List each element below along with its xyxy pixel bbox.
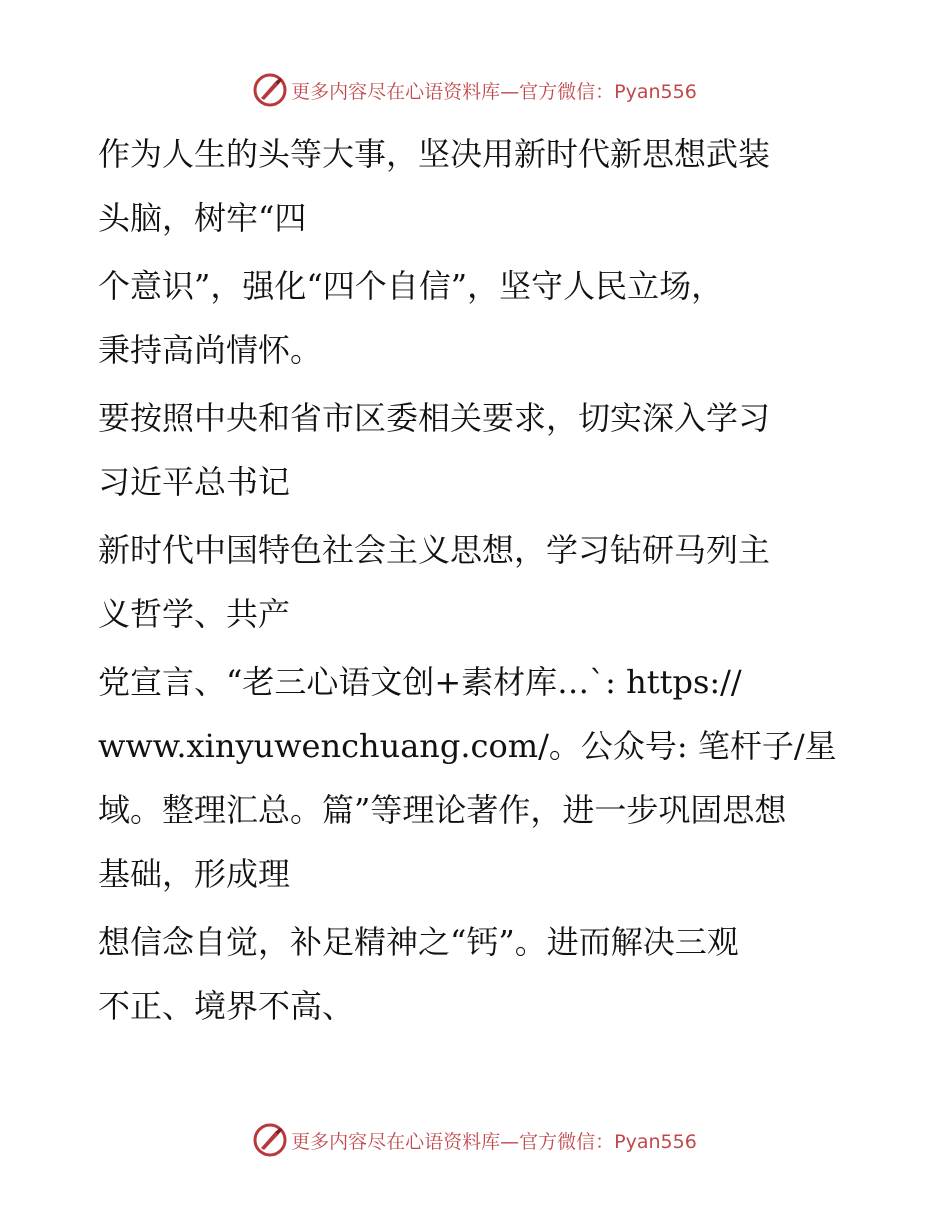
paragraph [98,518,858,646]
text-line: 新时代中国特色社会主义思想，学习钻研马列主 [98,531,771,569]
quill-logo-icon [253,73,287,107]
paragraph [98,650,858,906]
text-line: 作为人生的头等大事，坚决用新时代新思想武装 [98,135,771,173]
text-line: 基础，形成理 [98,855,291,893]
text-line: www.xinyuwenchuang.com/。公众号: 笔杆子/星 [98,727,837,765]
text-line: 头脑，树牢“四 [98,199,307,237]
text-line: 秉持高尚情怀。 [98,331,323,369]
text-line: 习近平总书记 [98,463,291,501]
paragraph [98,386,858,514]
paragraph [98,122,858,250]
document-body [98,122,858,1042]
footer-banner-text: 更多内容尽在心语资料库—官方微信：Pyan556 [291,1130,697,1153]
header-banner-text: 更多内容尽在心语资料库—官方微信：Pyan556 [291,80,697,103]
paragraph [98,910,858,1038]
text-line: 要按照中央和省市区委相关要求，切实深入学习 [98,399,771,437]
text-line: 党宣言、“老三心语文创+素材库…`: https:// [98,663,742,701]
text-line: 想信念自觉，补足精神之“钙”。进而解决三观 [98,923,739,961]
text-line: 不正、境界不高、 [98,987,355,1025]
text-line: 域。整理汇总。篇”等理论著作，进一步巩固思想 [98,791,787,829]
header-banner [0,70,950,110]
paragraph [98,254,858,382]
quill-logo-icon [253,1123,287,1157]
footer-banner [0,1120,950,1160]
text-line: 义哲学、共产 [98,595,291,633]
text-line: 个意识”，强化“四个自信”，坚守人民立场， [98,267,724,305]
